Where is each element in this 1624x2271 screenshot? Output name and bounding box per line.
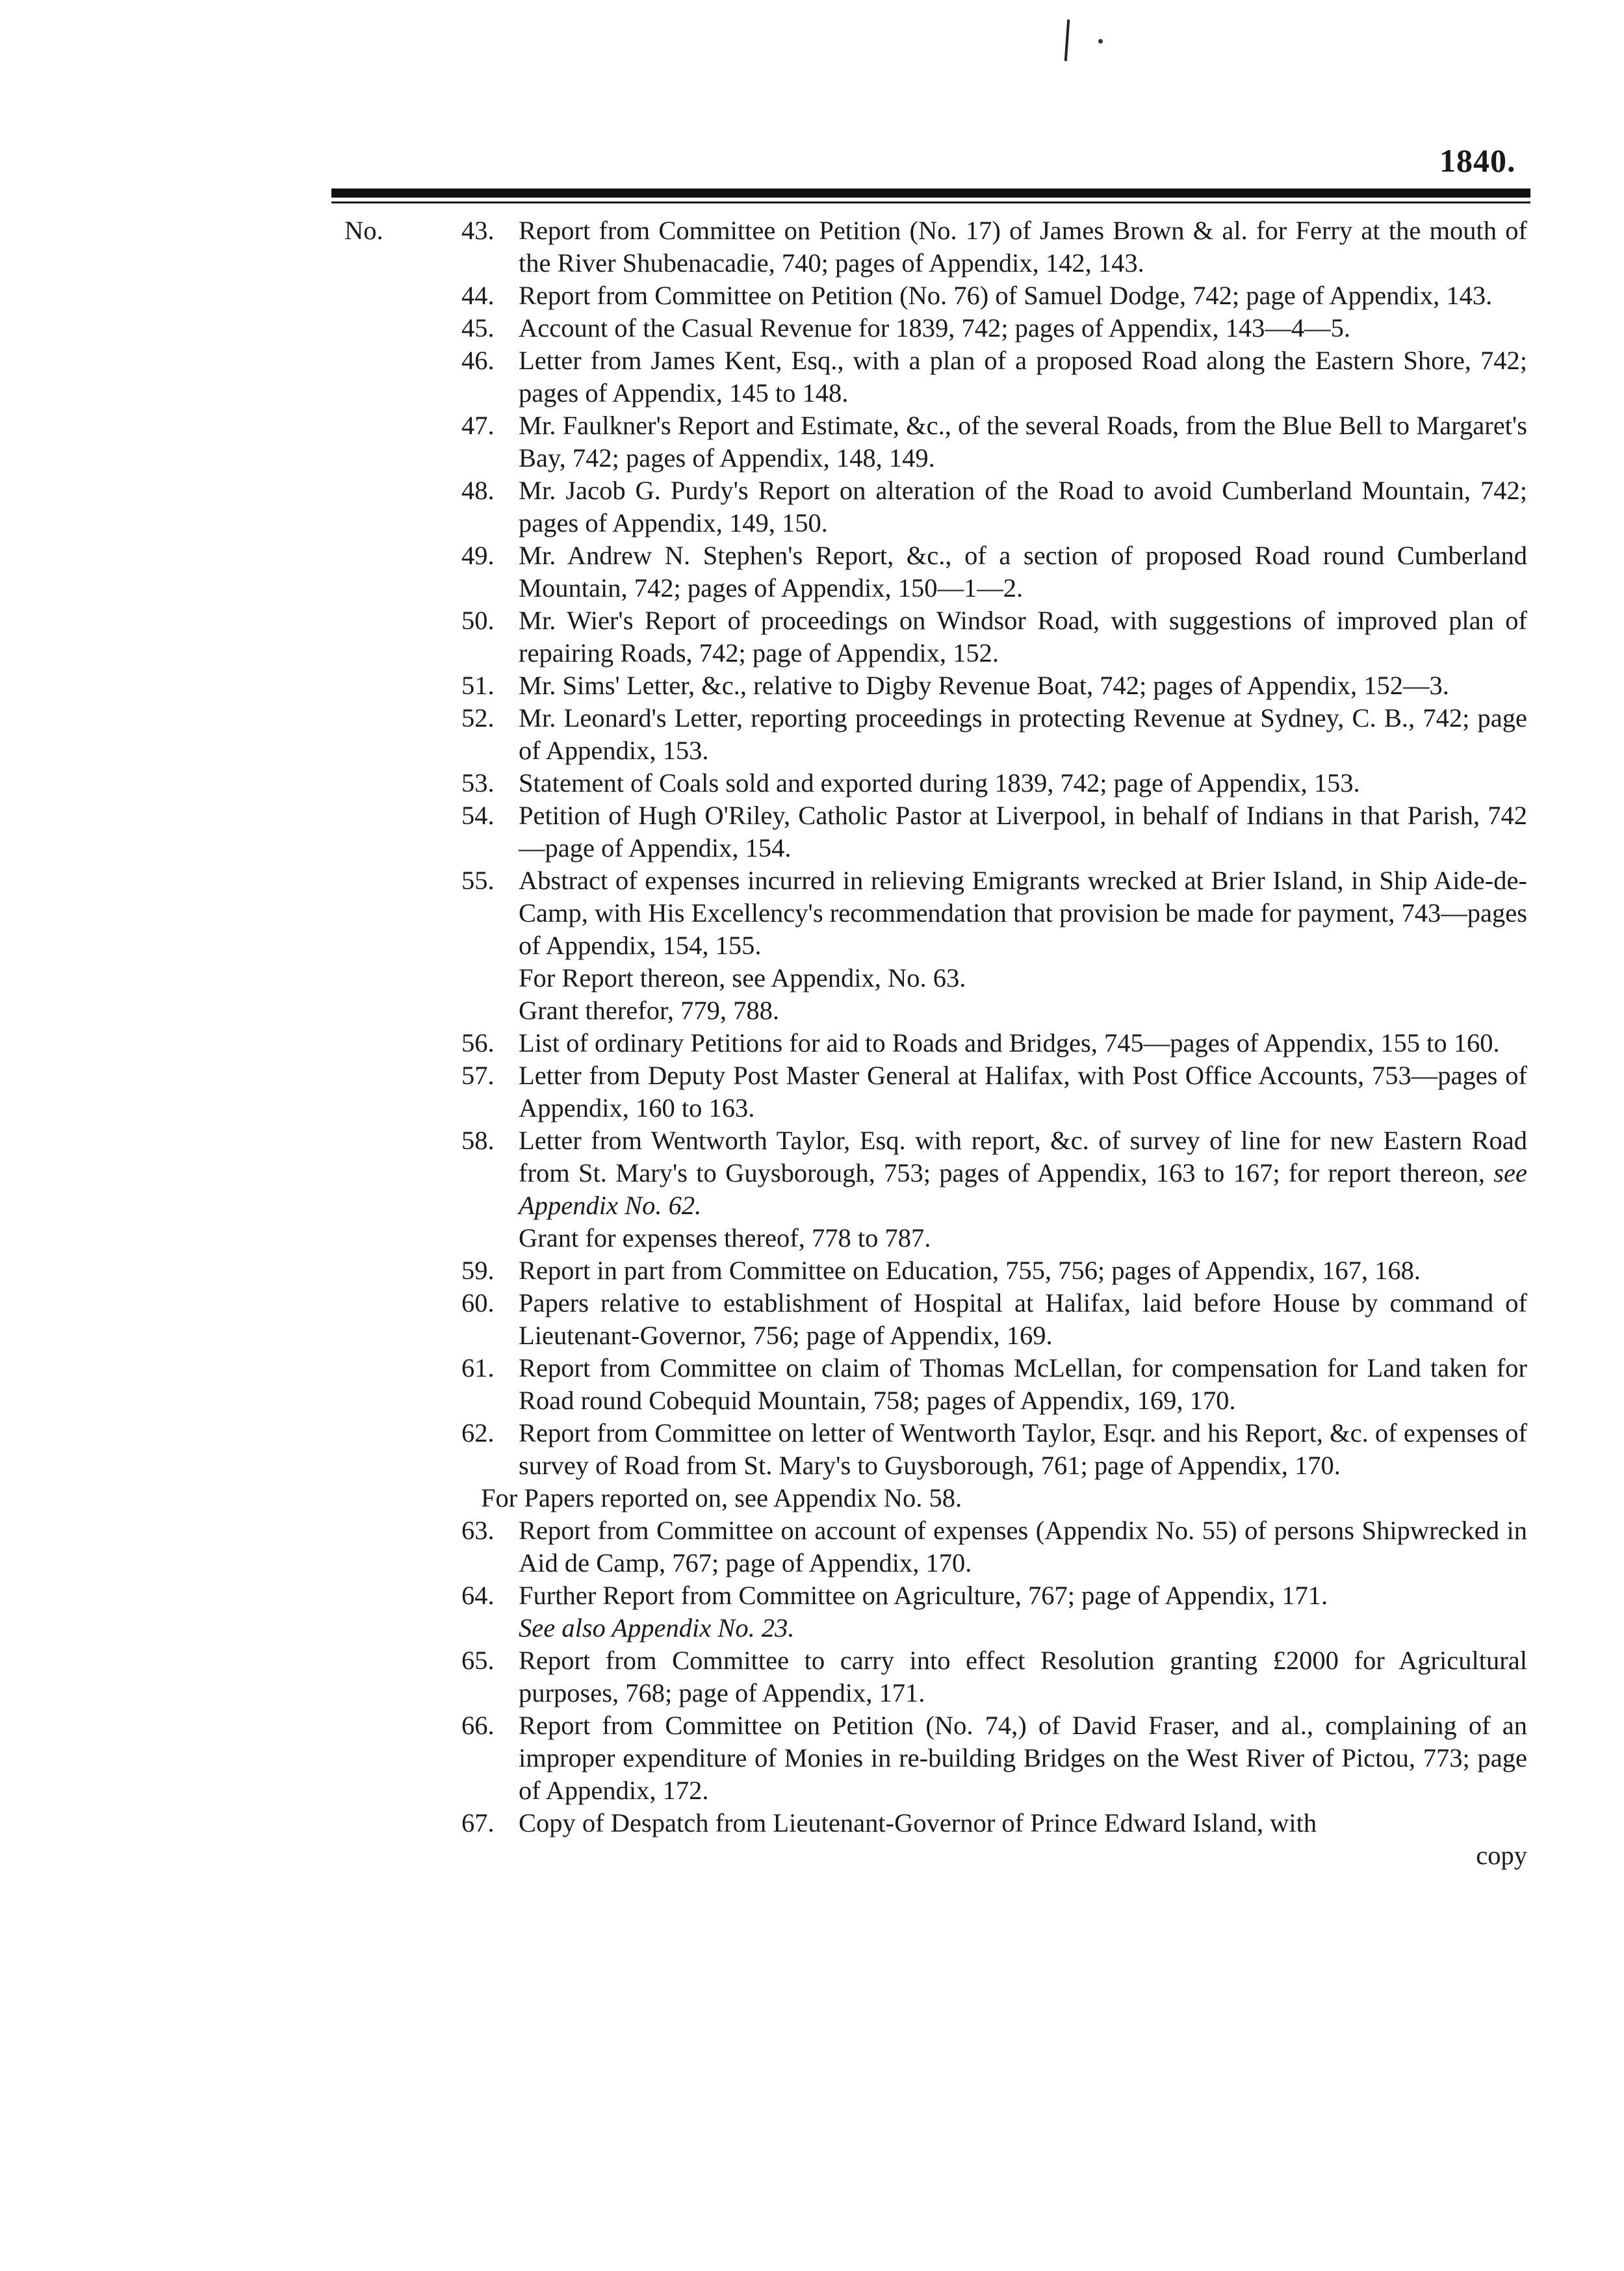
entry-number: 50.	[461, 606, 495, 635]
entry-row	[344, 864, 1527, 962]
entry-row	[344, 539, 1527, 604]
header-rule-thin	[331, 201, 1530, 203]
entry-row	[344, 1807, 1527, 1839]
entry-number: 51.	[461, 671, 495, 700]
entry-text: Letter from Deputy Post Master General at Halifax, with Post Office Accounts, 753—pages of Appendix, 160 to 163.	[519, 1061, 1527, 1123]
entry-row	[344, 1059, 1527, 1124]
entry-number: 62.	[461, 1418, 495, 1447]
entry-row	[344, 1027, 1527, 1059]
entry-text: Mr. Jacob G. Purdy's Report on alteration of the Road to avoid Cumberland Mountain, 742; pages of Appendix, 149, 150.	[519, 476, 1527, 538]
entry-row	[344, 474, 1527, 539]
entry-number: 43.	[461, 216, 495, 245]
entry-text: Report from Committee on Petition (No. 17) of James Brown & al. for Ferry at the mouth of the River Shubenacadie, 740; pages of Appendix, 142, 143.	[519, 216, 1527, 278]
entry-row	[344, 669, 1527, 702]
entry-row	[344, 279, 1527, 312]
entry-row	[344, 344, 1527, 409]
entry-number: 59.	[461, 1256, 495, 1285]
stray-ink-dot	[1098, 39, 1103, 44]
entry-number: 48.	[461, 476, 495, 505]
entry-number: 45.	[461, 313, 495, 343]
entry-number: 56.	[461, 1028, 495, 1058]
entry-number: 52.	[461, 703, 495, 733]
entry-row	[344, 1254, 1527, 1287]
entry-text: Abstract of expenses incurred in relieving Emigrants wrecked at Brier Island, in Ship Aide-de-Camp, with His Excellency's recommendation that provision be made for payment, 743—pages of Appendix, 154, 155.	[519, 866, 1527, 960]
entry-text: Letter from Wentworth Taylor, Esq. with report, &c. of survey of line for new Eastern Road from St. Mary's to Guysborough, 753; pages of Appendix, 163 to 167; for report thereon,	[519, 1126, 1527, 1187]
entry-number: 63.	[461, 1516, 495, 1545]
entry-text: Account of the Casual Revenue for 1839, 742; pages of Appendix, 143—4—5.	[519, 313, 1351, 343]
entry-subline: For Report thereon, see Appendix, No. 63.	[519, 963, 966, 993]
entry-subline: Grant for expenses thereof, 778 to 787.	[519, 1223, 931, 1252]
entry-number: 46.	[461, 346, 495, 375]
entry-text: List of ordinary Petitions for aid to Roads and Bridges, 745—pages of Appendix, 155 to 160.	[519, 1028, 1500, 1058]
entry-row	[344, 702, 1527, 767]
catchword: copy	[1476, 1841, 1527, 1870]
entry-text: Report from Committee to carry into effect Resolution granting £2000 for Agricultural purposes, 768; page of Appendix, 171.	[519, 1646, 1527, 1707]
entry-prefix: No.	[344, 216, 383, 245]
entry-row	[344, 1287, 1527, 1352]
entry-row	[344, 1514, 1527, 1579]
entry-text: Mr. Wier's Report of proceedings on Windsor Road, with suggestions of improved plan of repairing Roads, 742; page of Appendix, 152.	[519, 606, 1527, 668]
entry-row	[344, 1124, 1527, 1222]
entry-number: 58.	[461, 1126, 495, 1155]
entry-text: Further Report from Committee on Agriculture, 767; page of Appendix, 171.	[519, 1581, 1328, 1610]
entry-number: 67.	[461, 1808, 495, 1837]
entry-text: Report from Committee on account of expenses (Appendix No. 55) of persons Shipwrecked in Aid de Camp, 767; page of Appendix, 170.	[519, 1516, 1527, 1577]
entry-row	[344, 1579, 1527, 1612]
entry-text: Statement of Coals sold and exported during 1839, 742; page of Appendix, 153.	[519, 768, 1360, 798]
entry-row	[344, 767, 1527, 799]
entry-number: 64.	[461, 1581, 495, 1610]
entry-italic-reference: See also Appendix No. 23.	[519, 1613, 795, 1642]
entry-number: 53.	[461, 768, 495, 798]
entry-text: Report from Committee on Petition (No. 74,) of David Fraser, and al., complaining of an improper expenditure of Monies in re-building Bridges on the West River of Pictou, 773; page of Appendix, 172.	[519, 1711, 1527, 1805]
entry-text: Report from Committee on letter of Wentworth Taylor, Esqr. and his Report, &c. of expenses of survey of Road from St. Mary's to Guysborough, 761; page of Appendix, 170.	[519, 1418, 1527, 1480]
entry-number: 57.	[461, 1061, 495, 1090]
entry-row	[344, 312, 1527, 344]
entry-number: 47.	[461, 411, 495, 440]
entry-subline-italic	[344, 1612, 1527, 1644]
entry-text: Papers relative to establishment of Hospital at Halifax, laid before House by command of Lieutenant-Governor, 756; page of Appendix, 169.	[519, 1288, 1527, 1350]
entry-number: 60.	[461, 1288, 495, 1317]
entry-text: Mr. Leonard's Letter, reporting proceedings in protecting Revenue at Sydney, C. B., 742; page of Appendix, 153.	[519, 703, 1527, 765]
entry-text: Report from Committee on Petition (No. 76) of Samuel Dodge, 742; page of Appendix, 143.	[519, 281, 1493, 310]
entry-row	[344, 409, 1527, 474]
entry-text: Report from Committee on claim of Thomas McLellan, for compensation for Land taken for Road round Cobequid Mountain, 758; pages of Appendix, 169, 170.	[519, 1353, 1527, 1415]
entry-number: 65.	[461, 1646, 495, 1675]
entry-number: 54.	[461, 801, 495, 830]
entry-row	[344, 1644, 1527, 1709]
entry-text: Mr. Sims' Letter, &c., relative to Digby Revenue Boat, 742; pages of Appendix, 152—3.	[519, 671, 1449, 700]
entry-number: 49.	[461, 541, 495, 570]
entry-text: Mr. Andrew N. Stephen's Report, &c., of a section of proposed Road round Cumberland Mountain, 742; pages of Appendix, 150—1—2.	[519, 541, 1527, 603]
entry-subline: Grant therefor, 779, 788.	[519, 996, 780, 1025]
entry-row	[344, 799, 1527, 864]
page-year: 1840.	[1439, 142, 1516, 179]
entry-text: Petition of Hugh O'Riley, Catholic Pastor at Liverpool, in behalf of Indians in that Parish, 742—page of Appendix, 154.	[519, 801, 1527, 863]
entry-row	[344, 604, 1527, 669]
entry-text: Letter from James Kent, Esq., with a plan of a proposed Road along the Eastern Shore, 742; pages of Appendix, 145 to 148.	[519, 346, 1527, 408]
header-rule-thick	[331, 188, 1530, 198]
appendix-entry-list	[344, 214, 1527, 1872]
entry-number: 44.	[461, 281, 495, 310]
entry-row	[344, 1352, 1527, 1417]
entry-subline: For Papers reported on, see Appendix No. 58.	[481, 1483, 962, 1512]
entry-row	[344, 1417, 1527, 1482]
entry-row	[344, 1709, 1527, 1807]
entry-number: 66.	[461, 1711, 495, 1740]
entry-row	[344, 214, 1527, 279]
entry-text: Mr. Faulkner's Report and Estimate, &c., of the several Roads, from the Blue Bell to Margaret's Bay, 742; pages of Appendix, 148, 149.	[519, 411, 1527, 473]
entry-text: Copy of Despatch from Lieutenant-Governor of Prince Edward Island, with	[519, 1808, 1317, 1837]
stray-ink-mark	[1064, 19, 1070, 61]
entry-number: 61.	[461, 1353, 495, 1382]
entry-italic-reference: see Appendix No. 62.	[519, 1158, 1527, 1220]
entry-number: 55.	[461, 866, 495, 895]
entry-text: Report in part from Committee on Education, 755, 756; pages of Appendix, 167, 168.	[519, 1256, 1421, 1285]
